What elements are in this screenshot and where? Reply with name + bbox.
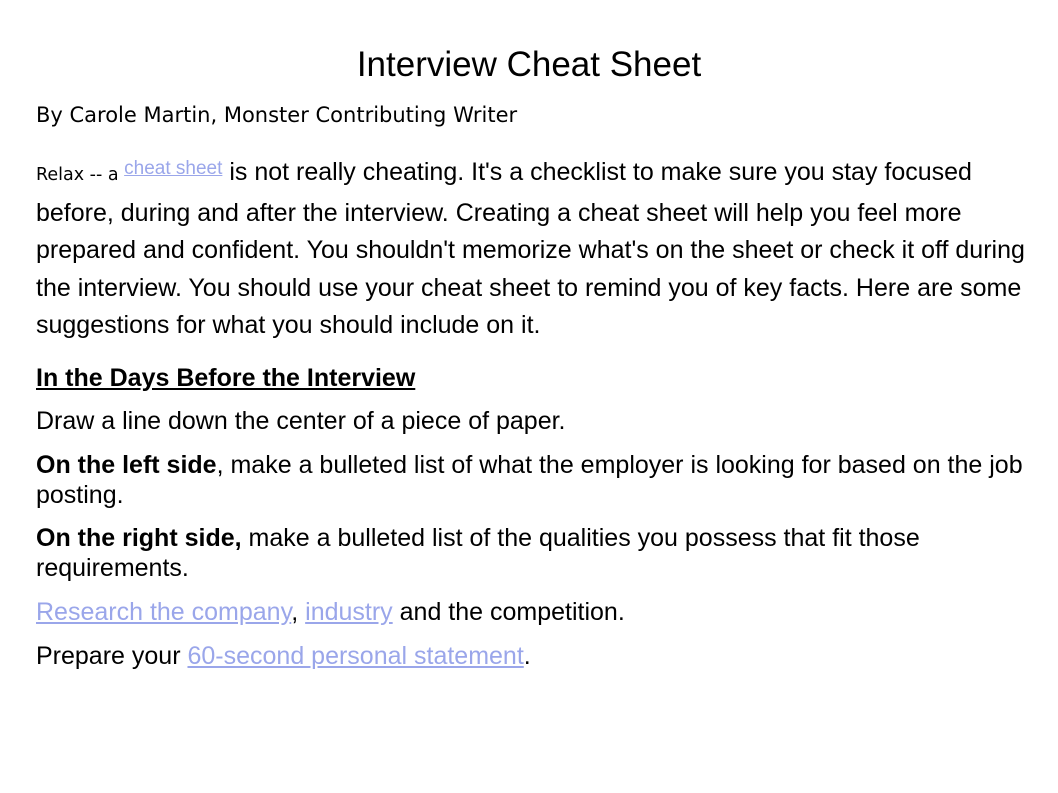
document-body [36,150,1026,672]
intro-lead: Relax -- a [36,165,125,185]
step-draw-line: Draw a line down the center of a piece of paper. [36,406,566,435]
cheat-sheet-link[interactable]: cheat sheet [124,158,223,179]
prepare-end: . [523,641,531,670]
step-prepare-statement [36,641,1026,672]
prepare-lead: Prepare your [36,641,188,670]
research-separator: , [291,597,306,626]
personal-statement-link[interactable]: 60-second personal statement [187,641,524,670]
byline: By Carole Martin, Monster Contributing Writer [36,103,518,127]
step-right-side [36,523,1026,583]
right-side-label: On the right side, [36,523,242,552]
intro-paragraph [36,150,1026,345]
research-company-link[interactable]: Research the company [36,597,292,626]
page-title: Interview Cheat Sheet [356,45,702,84]
intro-text: is not really cheating. It's a checklist to make sure you stay focused before, during and after the interview. Creating a cheat sheet will help you feel more prepared and confident. You shouldn't memorize what's on the sheet or check it off during the interview. You should use your cheat sheet to remind you of key facts. Here are some suggestions for what you should include on it. [36,158,1025,339]
left-side-label: On the left side [36,450,217,479]
section-heading: In the Days Before the Interview [36,363,416,392]
step-research [36,597,1026,628]
right-side-text: make a bulleted list of the qualities you possess that fit those requirements. [36,523,920,582]
left-side-text: , make a bulleted list of what the employer is looking for based on the job posting. [36,450,1023,509]
industry-link[interactable]: industry [305,597,393,626]
step-left-side [36,450,1026,510]
research-text: and the competition. [392,597,625,626]
